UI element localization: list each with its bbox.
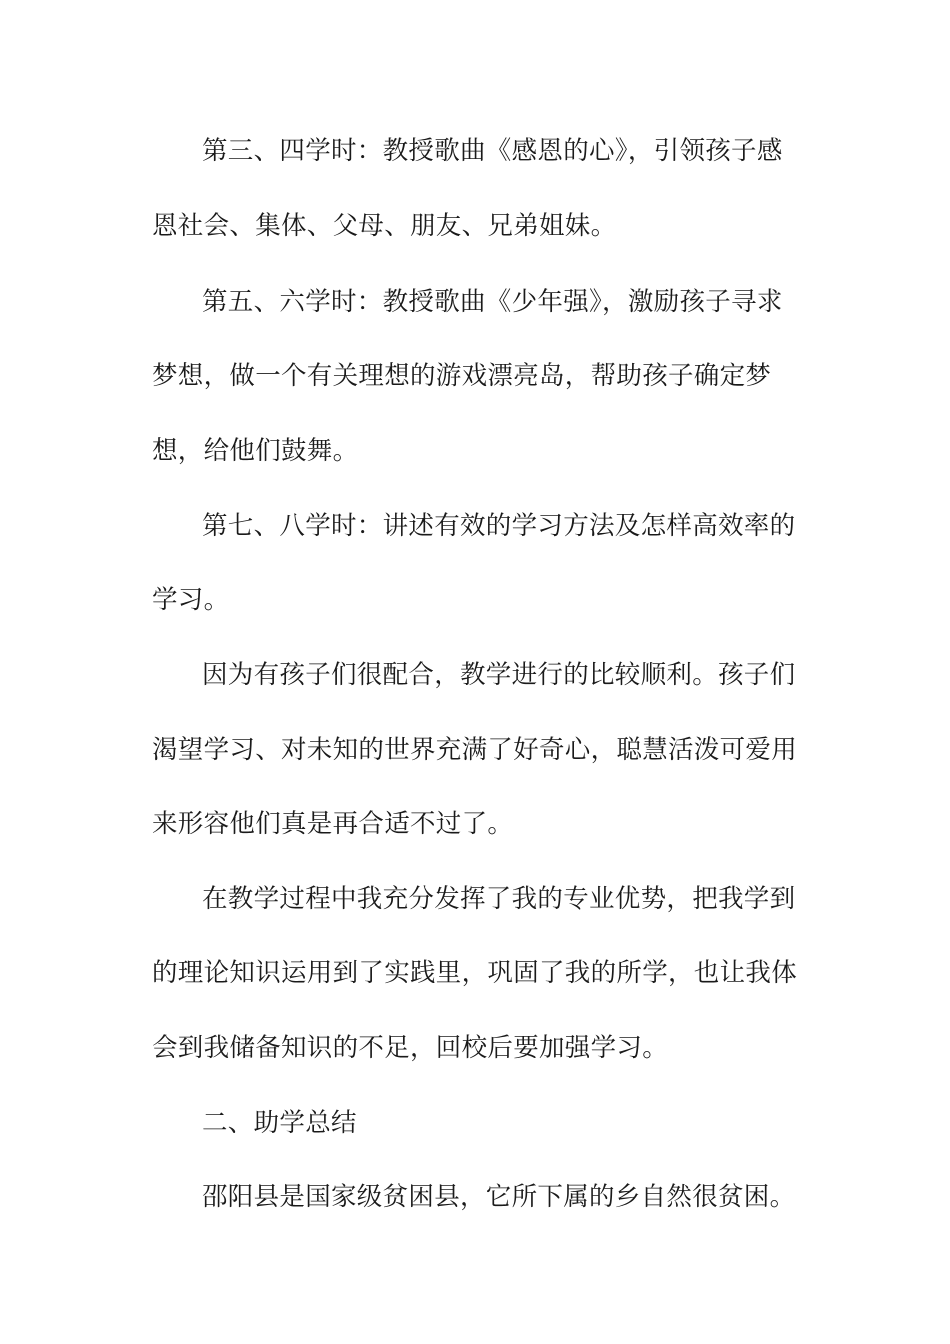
paragraph-line: 会到我储备知识的不足，回校后要加强学习。 — [152, 1033, 669, 1063]
section-heading: 二、助学总结 — [202, 1108, 357, 1138]
paragraph-line: 想，给他们鼓舞。 — [152, 436, 359, 466]
paragraph-line: 邵阳县是国家级贫困县，它所下属的乡自然很贫困。 — [202, 1182, 796, 1212]
paragraph-line: 因为有孩子们很配合，教学进行的比较顺利。孩子们 — [202, 660, 796, 690]
paragraph-line: 第七、八学时：讲述有效的学习方法及怎样高效率的 — [202, 511, 796, 541]
paragraph-line: 第五、六学时：教授歌曲《少年强》，激励孩子寻求 — [202, 287, 783, 317]
paragraph-line: 第三、四学时：教授歌曲《感恩的心》，引领孩子感 — [202, 136, 783, 166]
paragraph-line: 在教学过程中我充分发挥了我的专业优势，把我学到 — [202, 884, 796, 914]
paragraph-line: 恩社会、集体、父母、朋友、兄弟姐妹。 — [152, 211, 617, 241]
paragraph-line: 学习。 — [152, 585, 230, 615]
paragraph-line: 梦想，做一个有关理想的游戏漂亮岛，帮助孩子确定梦 — [152, 361, 772, 391]
paragraph-line: 来形容他们真是再合适不过了。 — [152, 809, 514, 839]
paragraph-line: 渴望学习、对未知的世界充满了好奇心，聪慧活泼可爱用 — [152, 735, 798, 765]
paragraph-line: 的理论知识运用到了实践里，巩固了我的所学，也让我体 — [152, 958, 798, 988]
